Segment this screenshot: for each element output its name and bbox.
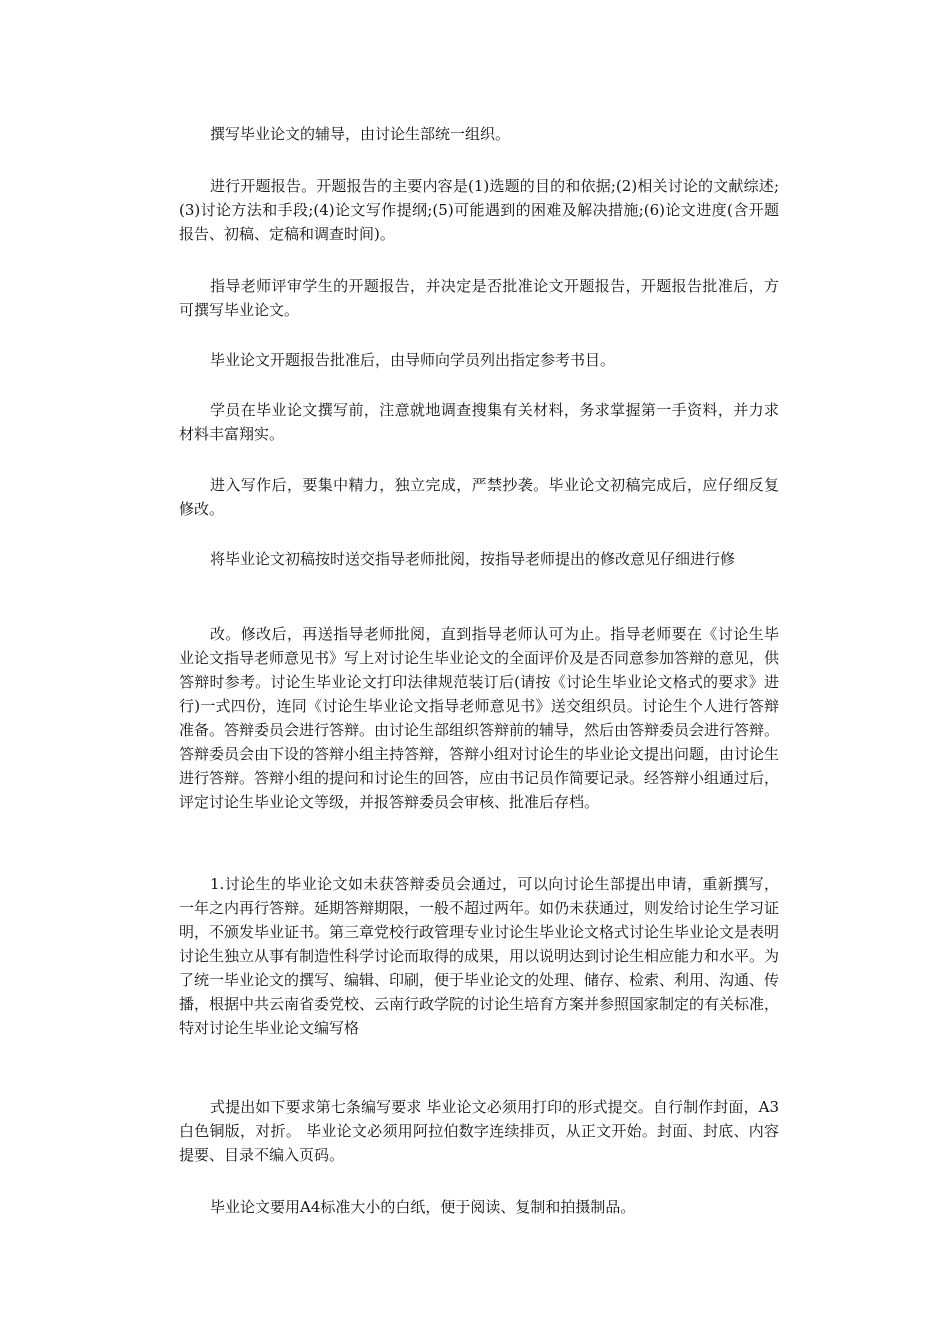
paragraph-8: 改。修改后，再送指导老师批阅，直到指导老师认可为止。指导老师要在《讨论生毕业论文指导老师意见书》写上对讨论生毕业论文的全面评价及是否同意参加答辩的意见，供答辩时参考。讨论生毕业论文打印法律规范装订后(请按《讨论生毕业论文格式的要求》进行)一式四份，连同《讨论生毕业论文指导老师意见书》送交组织员。讨论生个人进行答辩准备。答辩委员会进行答辩。由讨论生部组织答辩前的辅导，然后由答辩委员会进行答辩。答辩委员会由下设的答辩小组主持答辩，答辩小组对讨论生的毕业论文提出问题，由讨论生进行答辩。答辩小组的提问和讨论生的回答，应由书记员作简要记录。经答辩小组通过后，评定讨论生毕业论文等级，并报答辩委员会审核、批准后存档。 [179,625,780,811]
paragraph-3: 指导老师评审学生的开题报告，并决定是否批准论文开题报告，开题报告批准后，方可撰写毕业论文。 [179,277,779,319]
paragraph-5: 学员在毕业论文撰写前，注意就地调查搜集有关材料，务求掌握第一手资料，并力求材料丰富翔实。 [179,401,779,443]
paragraph-2: 进行开题报告。开题报告的主要内容是(1)选题的目的和依据;(2)相关讨论的文献综述;(3)讨论方法和手段;(4)论文写作提纲;(5)可能遇到的困难及解决措施;(6)论文进度(含开题报告、初稿、定稿和调查时间)。 [179,177,779,243]
paragraph-10: 式提出如下要求第七条编写要求 毕业论文必须用打印的形式提交。自行制作封面，A3白色铜版，对折。 毕业论文必须用阿拉伯数字连续排页，从正文开始。封面、封底、内容提要、目录不编入页码。 [179,1098,779,1164]
paragraph-11: 毕业论文要用A4标准大小的白纸，便于阅读、复制和拍摄制品。 [210,1198,636,1216]
paragraph-6: 进入写作后，要集中精力，独立完成，严禁抄袭。毕业论文初稿完成后，应仔细反复修改。 [179,476,779,518]
paragraph-1: 撰写毕业论文的辅导，由讨论生部统一组织。 [210,125,511,143]
paragraph-4: 毕业论文开题报告批准后，由导师向学员列出指定参考书目。 [210,351,616,369]
paragraph-9: 1.讨论生的毕业论文如未获答辩委员会通过，可以向讨论生部提出申请，重新撰写，一年之内再行答辩。延期答辩期限，一般不超过两年。如仍未获通过，则发给讨论生学习证明，不颁发毕业证书。第三章党校行政管理专业讨论生毕业论文格式讨论生毕业论文是表明讨论生独立从事有制造性科学讨论而取得的成果，用以说明达到讨论生相应能力和水平。为了统一毕业论文的撰写、编辑、印刷，便于毕业论文的处理、储存、检索、利用、沟通、传播，根据中共云南省委党校、云南行政学院的讨论生培育方案并参照国家制定的有关标准，特对讨论生毕业论文编写格 [179,875,780,1037]
paragraph-7: 将毕业论文初稿按时送交指导老师批阅，按指导老师提出的修改意见仔细进行修 [210,550,736,568]
